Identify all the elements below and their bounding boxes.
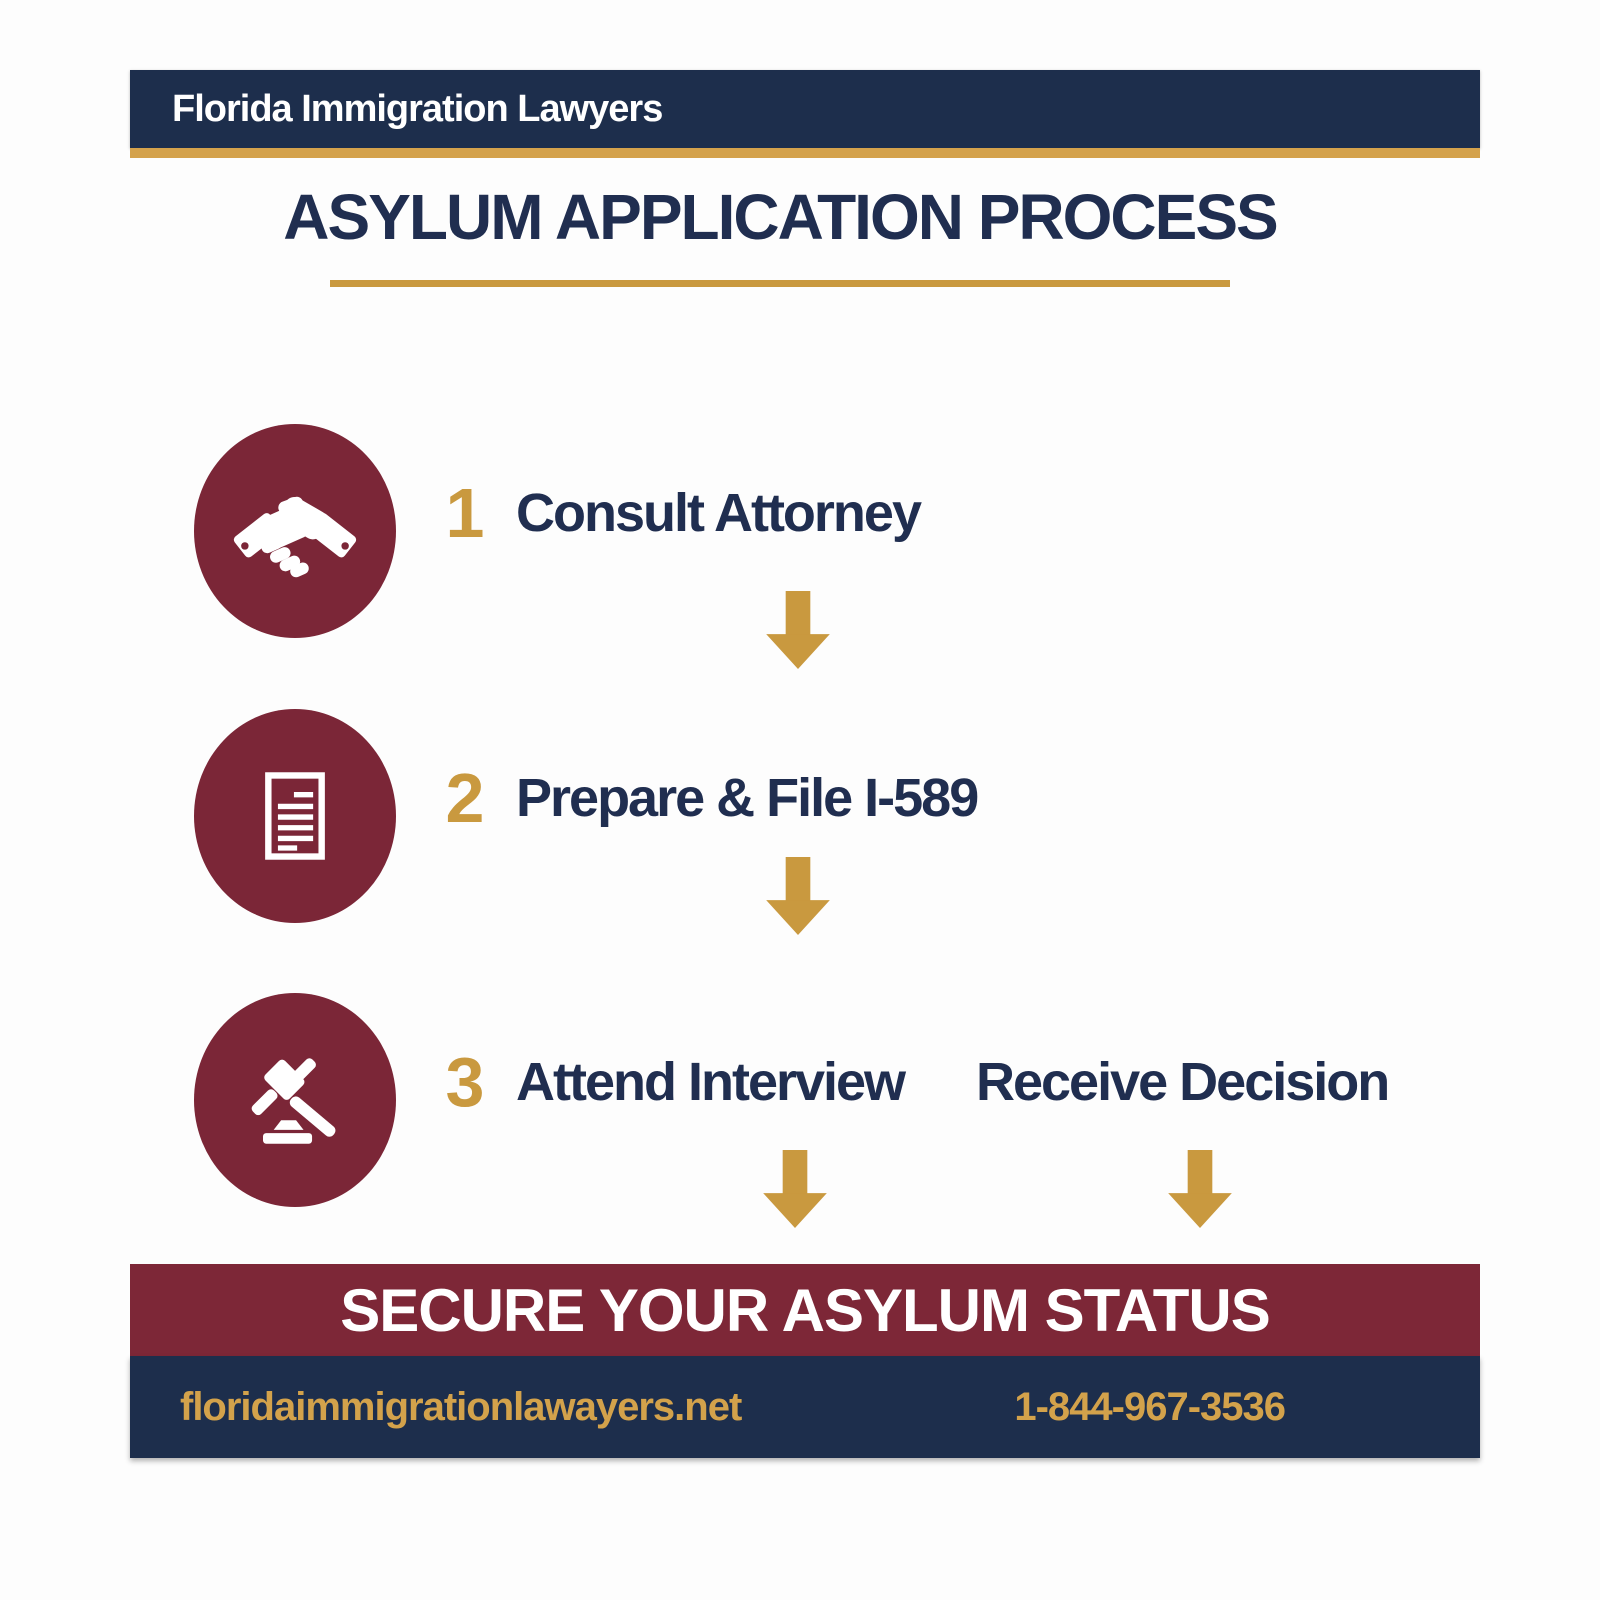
arrow-down-icon [762,1150,828,1228]
step-number: 2 [445,759,485,837]
step-circle [194,993,396,1207]
header-bar [130,70,1480,148]
document-icon [231,752,359,880]
brand-name: Florida Immigration Lawyers [172,87,663,130]
gavel-icon [231,1036,359,1164]
website-text: floridaimmigrationlawayers.net [180,1384,742,1429]
step-label: Attend Interview [516,1052,905,1112]
arrow-down-icon [1167,1150,1233,1228]
cta-banner-label: SECURE YOUR ASYLUM STATUS [340,1276,1270,1344]
step-label: Prepare & File I-589 [516,768,978,828]
step-number: 3 [445,1043,485,1121]
page-title: ASYLUM APPLICATION PROCESS [283,181,1277,253]
cta-banner [130,1264,1480,1356]
step-circle [194,424,396,638]
phone-number: 1-844-967-3536 [1014,1384,1285,1429]
arrow-down-icon [765,591,831,669]
step-number: 1 [445,474,485,552]
title-underline [330,280,1230,287]
header-gold-strip [130,148,1480,158]
footer-bar [130,1356,1480,1458]
step-circle [194,709,396,923]
handshake-icon [231,467,359,595]
arrow-down-icon [765,857,831,935]
receive-decision-label: Receive Decision [976,1052,1389,1112]
title-block [130,180,1430,287]
step-label: Consult Attorney [516,483,920,543]
